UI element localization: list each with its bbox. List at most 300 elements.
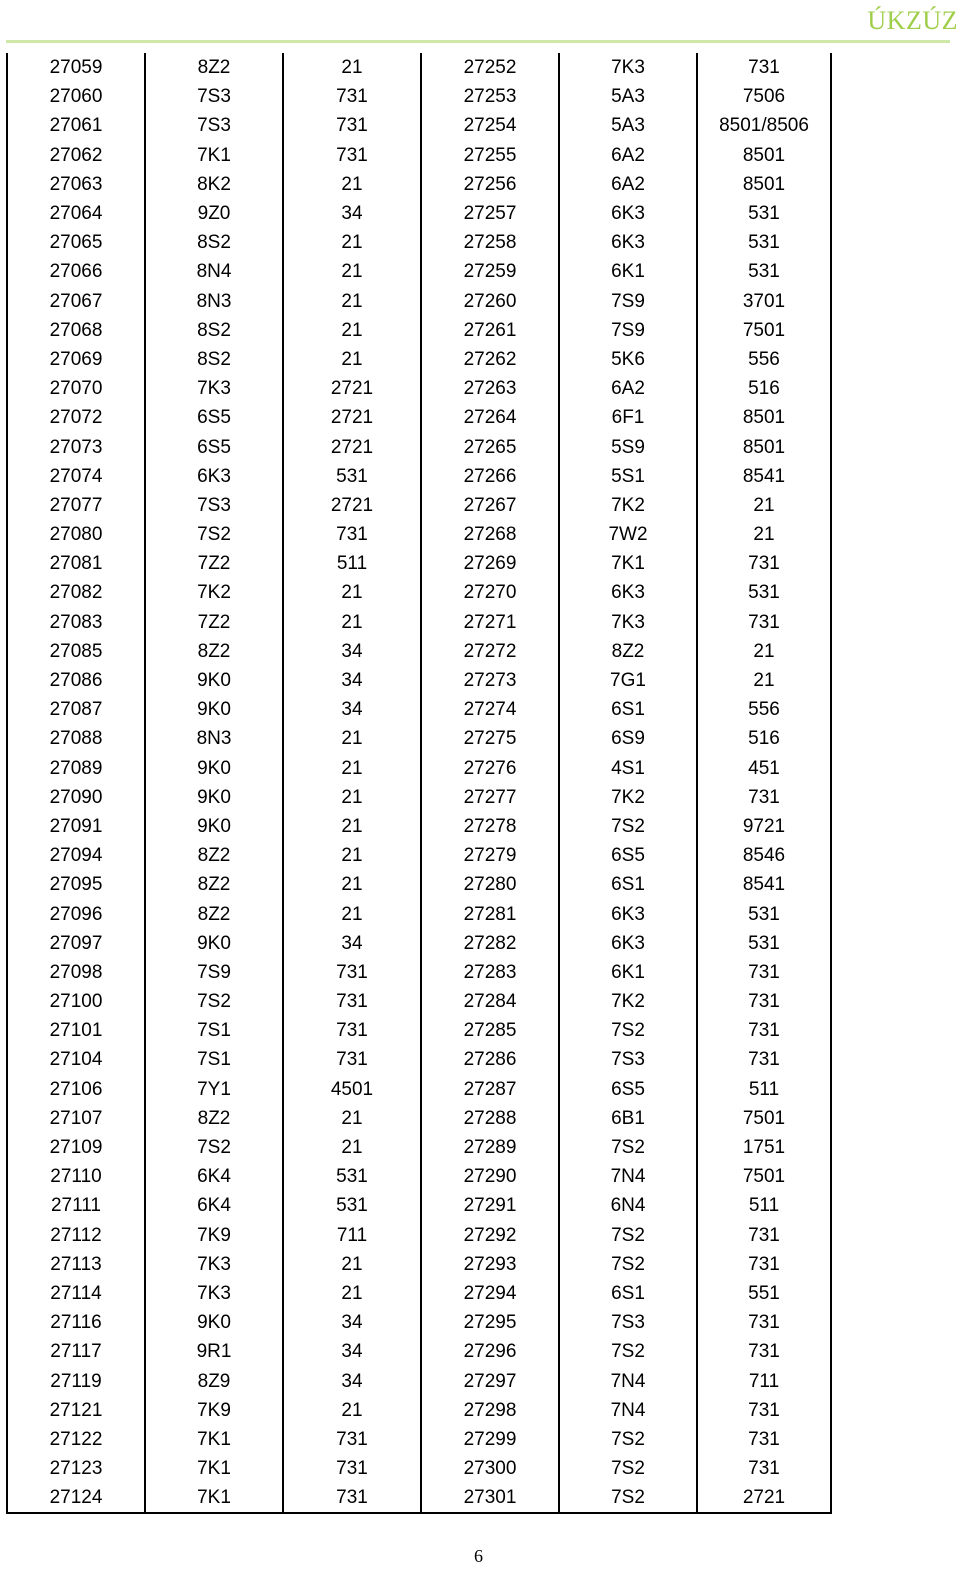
table-cell: 27096 [7,899,145,928]
table-cell: 731 [283,958,421,987]
table-cell: 7Y1 [145,1075,283,1104]
table-cell: 6S5 [559,1075,697,1104]
table-cell: 27270 [421,578,559,607]
table-row [7,345,831,374]
table-cell: 27101 [7,1016,145,1045]
table-cell: 21 [283,1250,421,1279]
table-cell: 7S2 [559,1221,697,1250]
table-cell: 7K2 [559,491,697,520]
table-cell: 27288 [421,1104,559,1133]
table-cell: 7S2 [559,1425,697,1454]
table-cell: 27062 [7,141,145,170]
table-cell: 27090 [7,783,145,812]
table-cell: 7S2 [559,1016,697,1045]
table-cell: 21 [283,257,421,286]
table-cell: 731 [283,1454,421,1483]
table-cell: 731 [697,1337,831,1366]
table-cell: 8Z2 [559,637,697,666]
table-cell: 511 [697,1191,831,1220]
table-cell: 8Z2 [145,899,283,928]
table-cell: 34 [283,1337,421,1366]
table-row [7,111,831,140]
table-cell: 7K1 [145,1454,283,1483]
table-row [7,316,831,345]
table-cell: 2721 [697,1483,831,1513]
table-cell: 27094 [7,841,145,870]
table-cell: 731 [697,53,831,82]
table-cell: 6K3 [559,929,697,958]
table-cell: 27063 [7,170,145,199]
table-cell: 27107 [7,1104,145,1133]
table-cell: 7S2 [559,1133,697,1162]
table-cell: 731 [697,608,831,637]
table-cell: 21 [283,345,421,374]
table-cell: 1751 [697,1133,831,1162]
table-cell: 8541 [697,462,831,491]
table-row [7,1454,831,1483]
table-row [7,1337,831,1366]
table-cell: 9K0 [145,929,283,958]
table-cell: 27283 [421,958,559,987]
table-cell: 9K0 [145,754,283,783]
table-cell: 7S3 [559,1045,697,1074]
table-cell: 4501 [283,1075,421,1104]
table-cell: 27269 [421,549,559,578]
table-cell: 531 [283,1191,421,1220]
table-cell: 3701 [697,287,831,316]
table-cell: 8501 [697,141,831,170]
table-cell: 516 [697,374,831,403]
table-cell: 8501 [697,170,831,199]
table-cell: 27292 [421,1221,559,1250]
table-cell: 27285 [421,1016,559,1045]
table-cell: 27069 [7,345,145,374]
table-cell: 34 [283,1308,421,1337]
table-row [7,1045,831,1074]
table-cell: 731 [283,1483,421,1513]
table-cell: 27095 [7,870,145,899]
table-cell: 27284 [421,987,559,1016]
table-cell: 7S2 [559,1250,697,1279]
table-cell: 7S9 [559,287,697,316]
table-cell: 27287 [421,1075,559,1104]
table-cell: 27286 [421,1045,559,1074]
table-cell: 27122 [7,1425,145,1454]
table-cell: 27280 [421,870,559,899]
table-cell: 27294 [421,1279,559,1308]
table-cell: 21 [283,170,421,199]
table-row [7,987,831,1016]
table-row [7,1308,831,1337]
table-cell: 34 [283,666,421,695]
table-cell: 6S5 [145,432,283,461]
table-cell: 27088 [7,724,145,753]
table-cell: 511 [697,1075,831,1104]
table-cell: 27114 [7,1279,145,1308]
table-cell: 27298 [421,1396,559,1425]
table-cell: 6K3 [145,462,283,491]
table-cell: 731 [697,1016,831,1045]
table-cell: 27112 [7,1221,145,1250]
table-cell: 27278 [421,812,559,841]
table-cell: 531 [283,462,421,491]
table-cell: 731 [697,549,831,578]
table-cell: 6S9 [559,724,697,753]
table-cell: 6A2 [559,170,697,199]
table-row [7,1133,831,1162]
table-cell: 8501 [697,432,831,461]
table-row [7,141,831,170]
table-row [7,1191,831,1220]
table-cell: 6K3 [559,899,697,928]
table-cell: 27296 [421,1337,559,1366]
table-cell: 7S3 [145,491,283,520]
table-cell: 7K2 [559,783,697,812]
table-cell: 27059 [7,53,145,82]
table-cell: 8501 [697,403,831,432]
table-cell: 5K6 [559,345,697,374]
table-row [7,374,831,403]
table-cell: 27116 [7,1308,145,1337]
table-cell: 7S9 [145,958,283,987]
table-cell: 21 [283,841,421,870]
table-cell: 556 [697,345,831,374]
table-cell: 27064 [7,199,145,228]
table-cell: 6K3 [559,578,697,607]
table-cell: 27262 [421,345,559,374]
table-row [7,1016,831,1045]
table-cell: 6K4 [145,1162,283,1191]
table-cell: 6K1 [559,257,697,286]
table-cell: 27254 [421,111,559,140]
table-cell: 2721 [283,432,421,461]
table-cell: 731 [283,1045,421,1074]
table-cell: 731 [697,1221,831,1250]
table-cell: 27077 [7,491,145,520]
table-cell: 731 [697,1396,831,1425]
data-table [6,53,832,1514]
table-cell: 27082 [7,578,145,607]
table-cell: 27282 [421,929,559,958]
table-cell: 5S9 [559,432,697,461]
table-cell: 21 [283,1279,421,1308]
table-cell: 531 [697,929,831,958]
table-cell: 27260 [421,287,559,316]
table-cell: 7S2 [559,1483,697,1513]
table-cell: 7501 [697,1104,831,1133]
table-cell: 27098 [7,958,145,987]
table-cell: 7S9 [559,316,697,345]
table-cell: 27281 [421,899,559,928]
table-row [7,870,831,899]
table-cell: 556 [697,695,831,724]
table-row [7,666,831,695]
table-cell: 27268 [421,520,559,549]
table-cell: 27111 [7,1191,145,1220]
table-cell: 27252 [421,53,559,82]
table-cell: 8Z2 [145,53,283,82]
table-cell: 21 [697,491,831,520]
table-cell: 27123 [7,1454,145,1483]
table-cell: 731 [283,520,421,549]
table-row [7,82,831,111]
table-cell: 27257 [421,199,559,228]
table-cell: 6K4 [145,1191,283,1220]
table-cell: 7K3 [559,53,697,82]
table-cell: 21 [283,754,421,783]
table-row [7,549,831,578]
table-cell: 7Z2 [145,608,283,637]
table-row [7,462,831,491]
table-cell: 2721 [283,403,421,432]
table-cell: 6S1 [559,870,697,899]
table-cell: 7506 [697,82,831,111]
table-cell: 27089 [7,754,145,783]
table-cell: 21 [283,899,421,928]
table-row [7,812,831,841]
table-cell: 5A3 [559,82,697,111]
table-cell: 711 [697,1366,831,1395]
table-row [7,1075,831,1104]
table-cell: 7K2 [559,987,697,1016]
table-row [7,491,831,520]
table-cell: 27104 [7,1045,145,1074]
table-cell: 27091 [7,812,145,841]
table-cell: 27086 [7,666,145,695]
table-cell: 2721 [283,491,421,520]
table-cell: 7S2 [145,987,283,1016]
table-cell: 27253 [421,82,559,111]
table-cell: 21 [283,608,421,637]
table-cell: 21 [697,637,831,666]
table-row [7,1425,831,1454]
table-cell: 27074 [7,462,145,491]
table-row [7,1366,831,1395]
table-cell: 731 [697,783,831,812]
table-cell: 6A2 [559,141,697,170]
table-cell: 27097 [7,929,145,958]
table-cell: 27259 [421,257,559,286]
table-row [7,257,831,286]
table-cell: 531 [697,578,831,607]
table-cell: 34 [283,695,421,724]
table-cell: 27080 [7,520,145,549]
table-cell: 21 [283,316,421,345]
table-cell: 7S3 [559,1308,697,1337]
table-cell: 6S5 [559,841,697,870]
table-cell: 9721 [697,812,831,841]
table-cell: 8Z2 [145,1104,283,1133]
table-cell: 8Z9 [145,1366,283,1395]
table-cell: 9K0 [145,1308,283,1337]
table-cell: 7K1 [145,1483,283,1513]
table-cell: 27072 [7,403,145,432]
table-cell: 7K1 [145,141,283,170]
table-cell: 8K2 [145,170,283,199]
table-cell: 27266 [421,462,559,491]
table-cell: 27289 [421,1133,559,1162]
table-cell: 27119 [7,1366,145,1395]
table-row [7,403,831,432]
table-cell: 7S2 [145,1133,283,1162]
table-cell: 8S2 [145,316,283,345]
table-row [7,841,831,870]
table-row [7,170,831,199]
table-cell: 6K3 [559,228,697,257]
table-cell: 27073 [7,432,145,461]
table-cell: 731 [697,958,831,987]
table-cell: 21 [283,1104,421,1133]
table-cell: 8N3 [145,287,283,316]
table-cell: 9K0 [145,812,283,841]
table-cell: 27274 [421,695,559,724]
table-cell: 511 [283,549,421,578]
table-cell: 7S2 [145,520,283,549]
table-row [7,53,831,82]
table-cell: 21 [283,287,421,316]
table-cell: 7N4 [559,1162,697,1191]
table-row [7,695,831,724]
table-row [7,724,831,753]
table-cell: 7501 [697,1162,831,1191]
table-cell: 9Z0 [145,199,283,228]
table-cell: 8546 [697,841,831,870]
table-cell: 9K0 [145,666,283,695]
table-row [7,228,831,257]
table-cell: 531 [697,899,831,928]
table-row [7,520,831,549]
table-row [7,958,831,987]
table-row [7,1396,831,1425]
table-cell: 6F1 [559,403,697,432]
table-cell: 7W2 [559,520,697,549]
table-cell: 34 [283,637,421,666]
table-cell: 7K9 [145,1221,283,1250]
table-cell: 27117 [7,1337,145,1366]
table-cell: 7S2 [559,812,697,841]
table-row [7,754,831,783]
table-cell: 27276 [421,754,559,783]
table-cell: 27293 [421,1250,559,1279]
table-cell: 731 [283,1016,421,1045]
table-cell: 27271 [421,608,559,637]
table-cell: 531 [697,228,831,257]
table-cell: 21 [697,520,831,549]
table-row [7,1104,831,1133]
table-cell: 731 [283,987,421,1016]
table-cell: 7K3 [145,1250,283,1279]
table-cell: 5A3 [559,111,697,140]
table-cell: 7N4 [559,1366,697,1395]
table-row [7,929,831,958]
table-cell: 2721 [283,374,421,403]
table-cell: 27068 [7,316,145,345]
table-cell: 9R1 [145,1337,283,1366]
table-cell: 731 [697,1425,831,1454]
table-cell: 27110 [7,1162,145,1191]
table-cell: 21 [283,228,421,257]
table-cell: 21 [283,1396,421,1425]
table-row [7,1279,831,1308]
table-row [7,1221,831,1250]
table-cell: 21 [283,870,421,899]
table-cell: 27083 [7,608,145,637]
table-cell: 27275 [421,724,559,753]
table-cell: 27279 [421,841,559,870]
table-cell: 6S1 [559,695,697,724]
table-cell: 7K3 [145,374,283,403]
table-cell: 27267 [421,491,559,520]
table-cell: 7K3 [145,1279,283,1308]
table-cell: 731 [697,1045,831,1074]
table-body [7,53,831,1513]
table-cell: 27066 [7,257,145,286]
table-cell: 27085 [7,637,145,666]
table-row [7,432,831,461]
table-cell: 34 [283,1366,421,1395]
table-cell: 7S1 [145,1045,283,1074]
table-cell: 27109 [7,1133,145,1162]
table-cell: 7S3 [145,111,283,140]
table-row [7,578,831,607]
table-cell: 7K1 [145,1425,283,1454]
table-cell: 27121 [7,1396,145,1425]
table-cell: 27070 [7,374,145,403]
table-row [7,783,831,812]
table-cell: 7G1 [559,666,697,695]
table-cell: 21 [283,783,421,812]
table-cell: 6B1 [559,1104,697,1133]
table-cell: 27272 [421,637,559,666]
table-cell: 21 [283,578,421,607]
table-cell: 7501 [697,316,831,345]
table-cell: 8S2 [145,228,283,257]
table-row [7,637,831,666]
table-cell: 8Z2 [145,870,283,899]
table-cell: 21 [283,1133,421,1162]
table-cell: 21 [697,666,831,695]
table-cell: 551 [697,1279,831,1308]
table-cell: 6K3 [559,199,697,228]
table-cell: 27264 [421,403,559,432]
table-cell: 731 [697,1250,831,1279]
table-cell: 731 [283,141,421,170]
table-cell: 731 [697,987,831,1016]
table-cell: 7N4 [559,1396,697,1425]
table-cell: 7S2 [559,1337,697,1366]
table-cell: 731 [697,1308,831,1337]
table-cell: 27106 [7,1075,145,1104]
table-cell: 27087 [7,695,145,724]
table-cell: 7Z2 [145,549,283,578]
table-cell: 7K2 [145,578,283,607]
table-cell: 27265 [421,432,559,461]
table-cell: 27261 [421,316,559,345]
table-cell: 731 [283,1425,421,1454]
table-cell: 27061 [7,111,145,140]
table-cell: 27277 [421,783,559,812]
table-cell: 6K1 [559,958,697,987]
table-row [7,899,831,928]
table-cell: 8501/8506 [697,111,831,140]
table-cell: 731 [283,82,421,111]
table-cell: 34 [283,199,421,228]
table-cell: 731 [283,111,421,140]
table-cell: 531 [283,1162,421,1191]
table-cell: 7K3 [559,608,697,637]
table-cell: 7S3 [145,82,283,111]
table-cell: 711 [283,1221,421,1250]
